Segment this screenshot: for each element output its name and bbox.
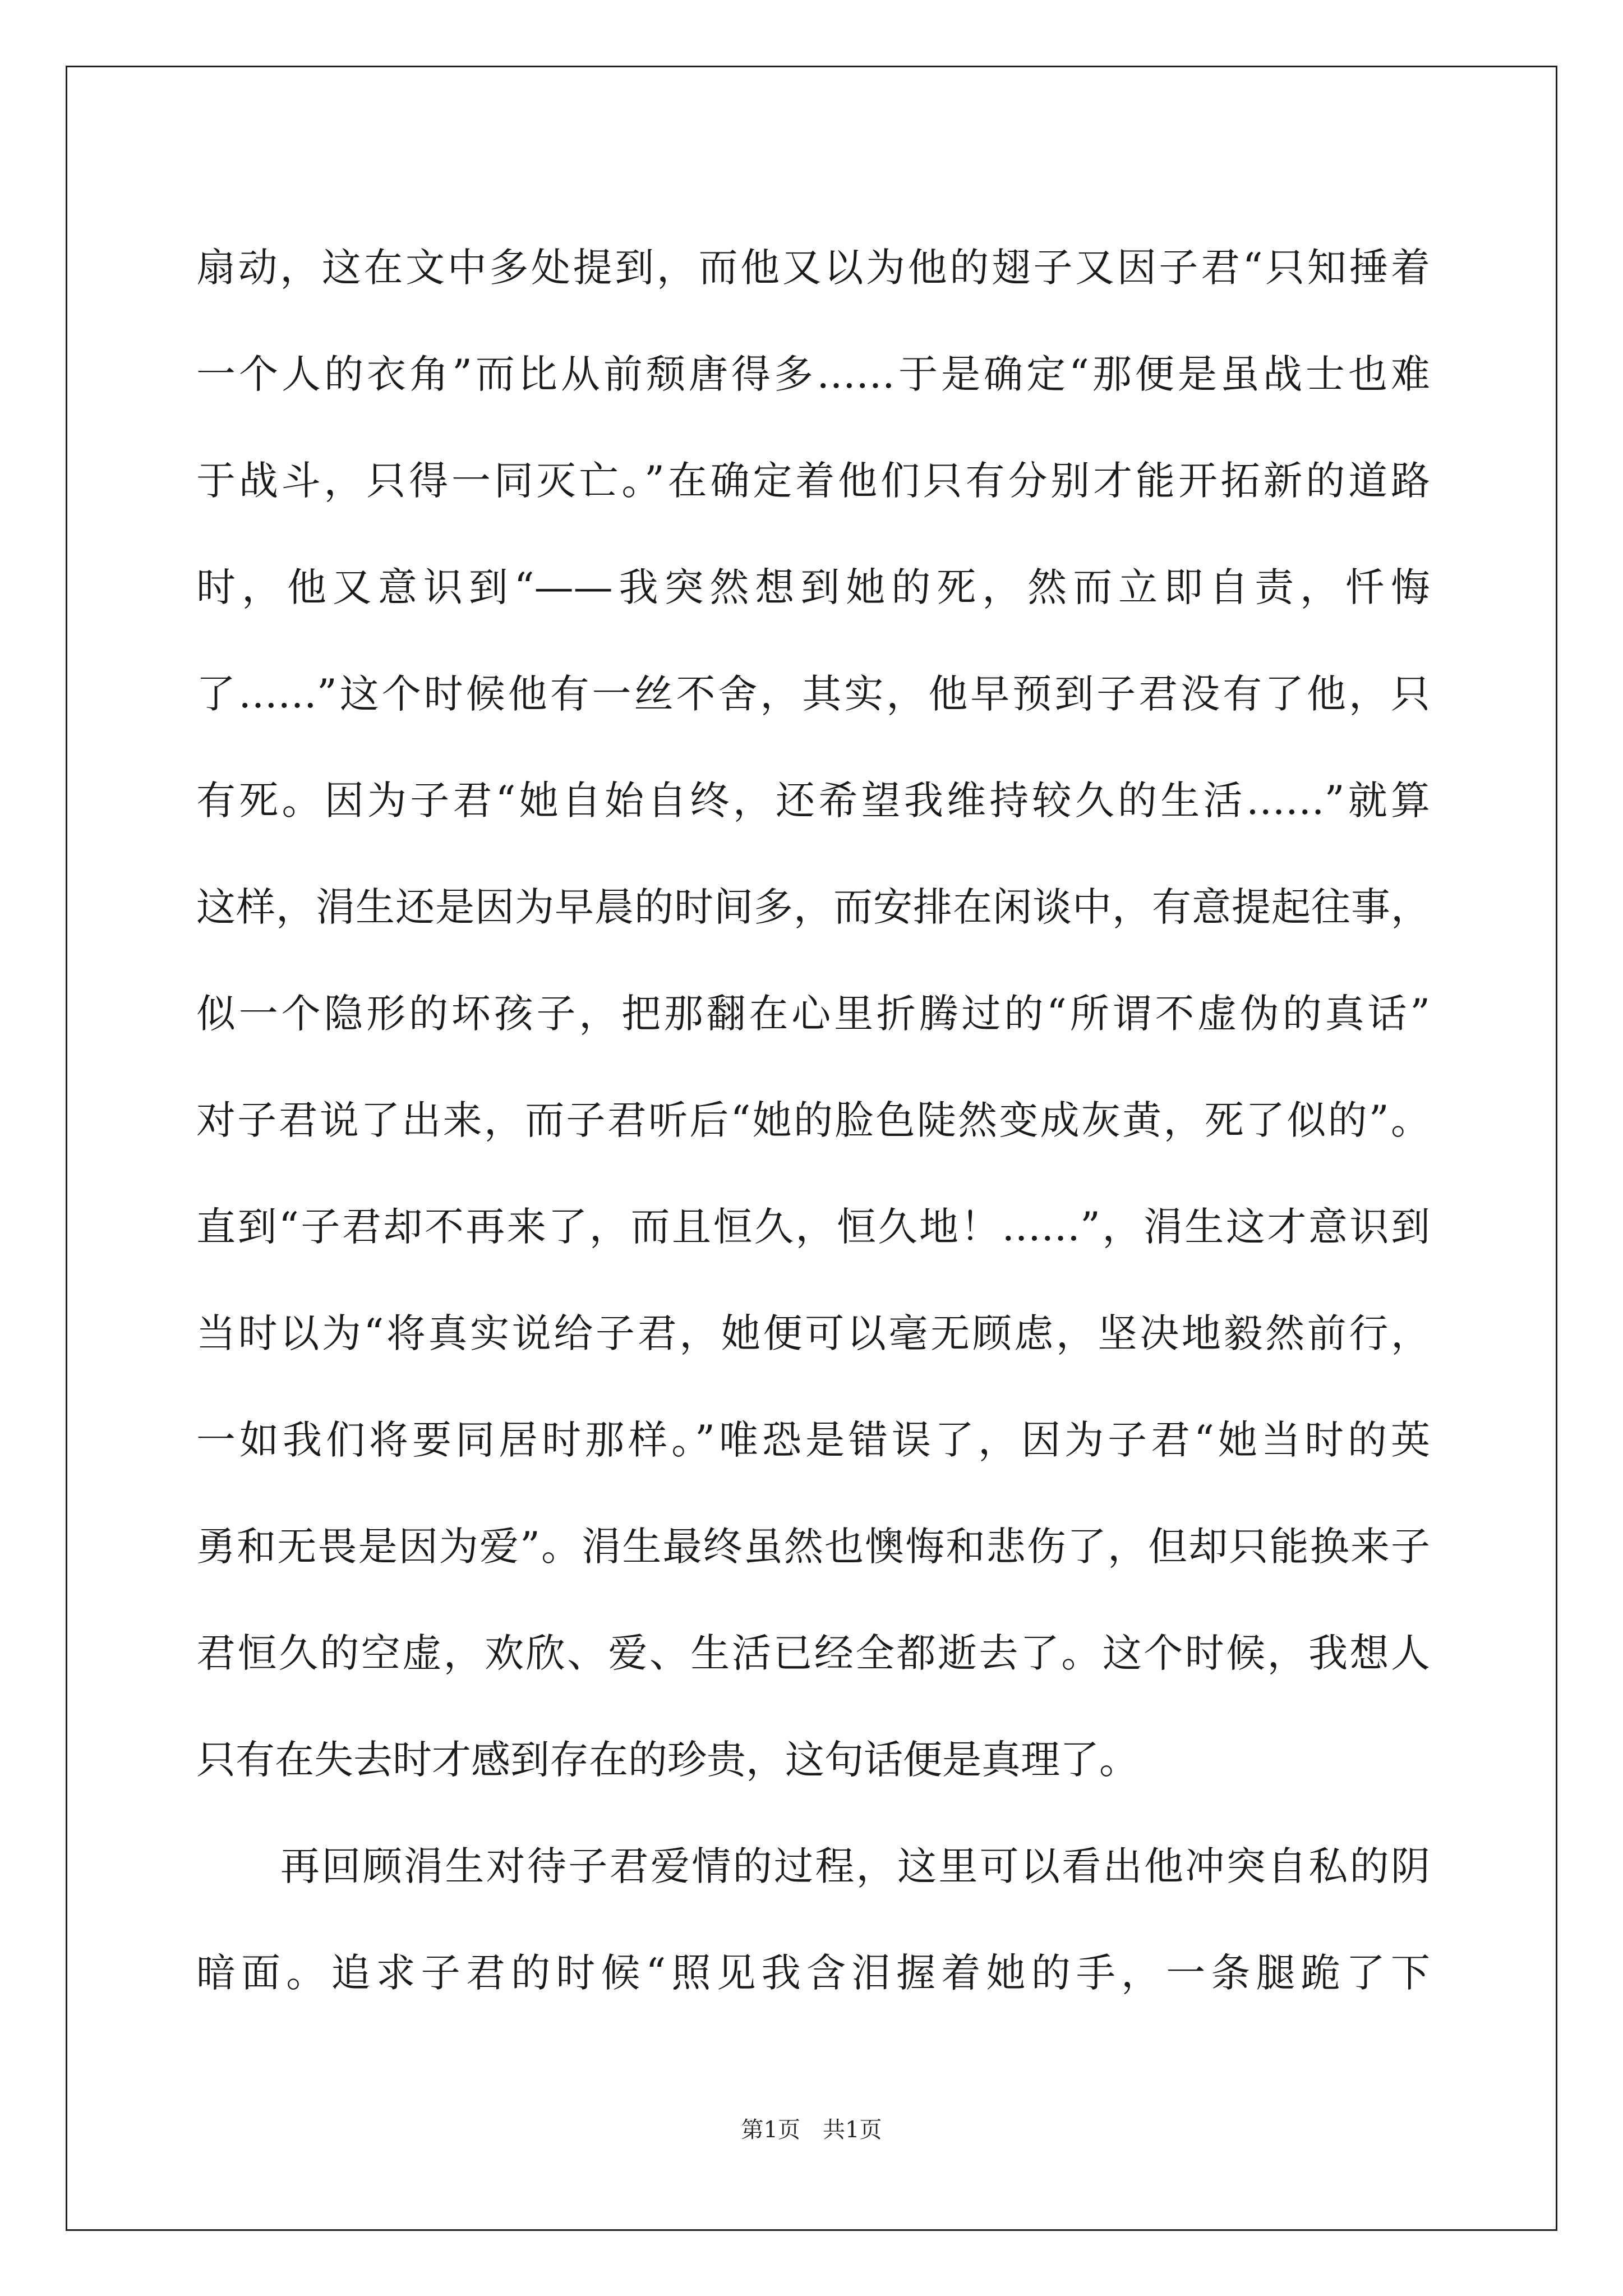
text-line: 似一个隐形的坏孩子，把那翻在心里折腾过的“所谓不虚伪的真话” — [196, 991, 1430, 1037]
paragraph-first-line: 再回顾涓生对待子君爱情的过程，这里可以看出他冲突自私的阴 — [280, 1843, 1430, 1889]
text-line: 这样，涓生还是因为早晨的时间多，而安排在闲谈中，有意提起往事， — [196, 884, 1430, 930]
text-line: 时，他又意识到“——我突然想到她的死，然而立即自责，忏悔 — [196, 564, 1430, 610]
text-line: 直到“子君却不再来了，而且恒久，恒久地！……”，涓生这才意识到 — [196, 1204, 1430, 1250]
text-line: 勇和无畏是因为爱”。涓生最终虽然也懊悔和悲伤了，但却只能换来子 — [196, 1524, 1430, 1570]
text-line: 了……”这个时候他有一丝不舍，其实，他早预到子君没有了他，只 — [196, 671, 1430, 717]
document-body — [196, 214, 1430, 2026]
text-line: 于战斗，只得一同灭亡。”在确定着他们只有分别才能开拓新的道路 — [196, 458, 1430, 504]
text-line: 一如我们将要同居时那样。”唯恐是错误了，因为子君“她当时的英 — [196, 1417, 1430, 1463]
text-line: 扇动，这在文中多处提到，而他又以为他的翅子又因子君“只知捶着 — [196, 245, 1430, 291]
text-line: 有死。因为子君“她自始自终，还希望我维持较久的生活……”就算 — [196, 777, 1430, 823]
text-line: 君恒久的空虚，欢欣、爱、生活已经全都逝去了。这个时候，我想人 — [196, 1630, 1430, 1676]
page-number-footer: 第1页 共1页 — [741, 2117, 882, 2143]
text-line: 当时以为“将真实说给子君，她便可以毫无顾虑，坚决地毅然前行， — [196, 1310, 1430, 1356]
text-line: 只有在失去时才感到存在的珍贵，这句话便是真理了。 — [196, 1737, 1138, 1783]
text-line: 一个人的衣角”而比从前颓唐得多……于是确定“那便是虽战士也难 — [196, 351, 1430, 397]
text-line: 暗面。追求子君的时候“照见我含泪握着她的手，一条腿跪了下 — [196, 1950, 1430, 1996]
text-line: 对子君说了出来，而子君听后“她的脸色陡然变成灰黄，死了似的”。 — [196, 1097, 1430, 1143]
